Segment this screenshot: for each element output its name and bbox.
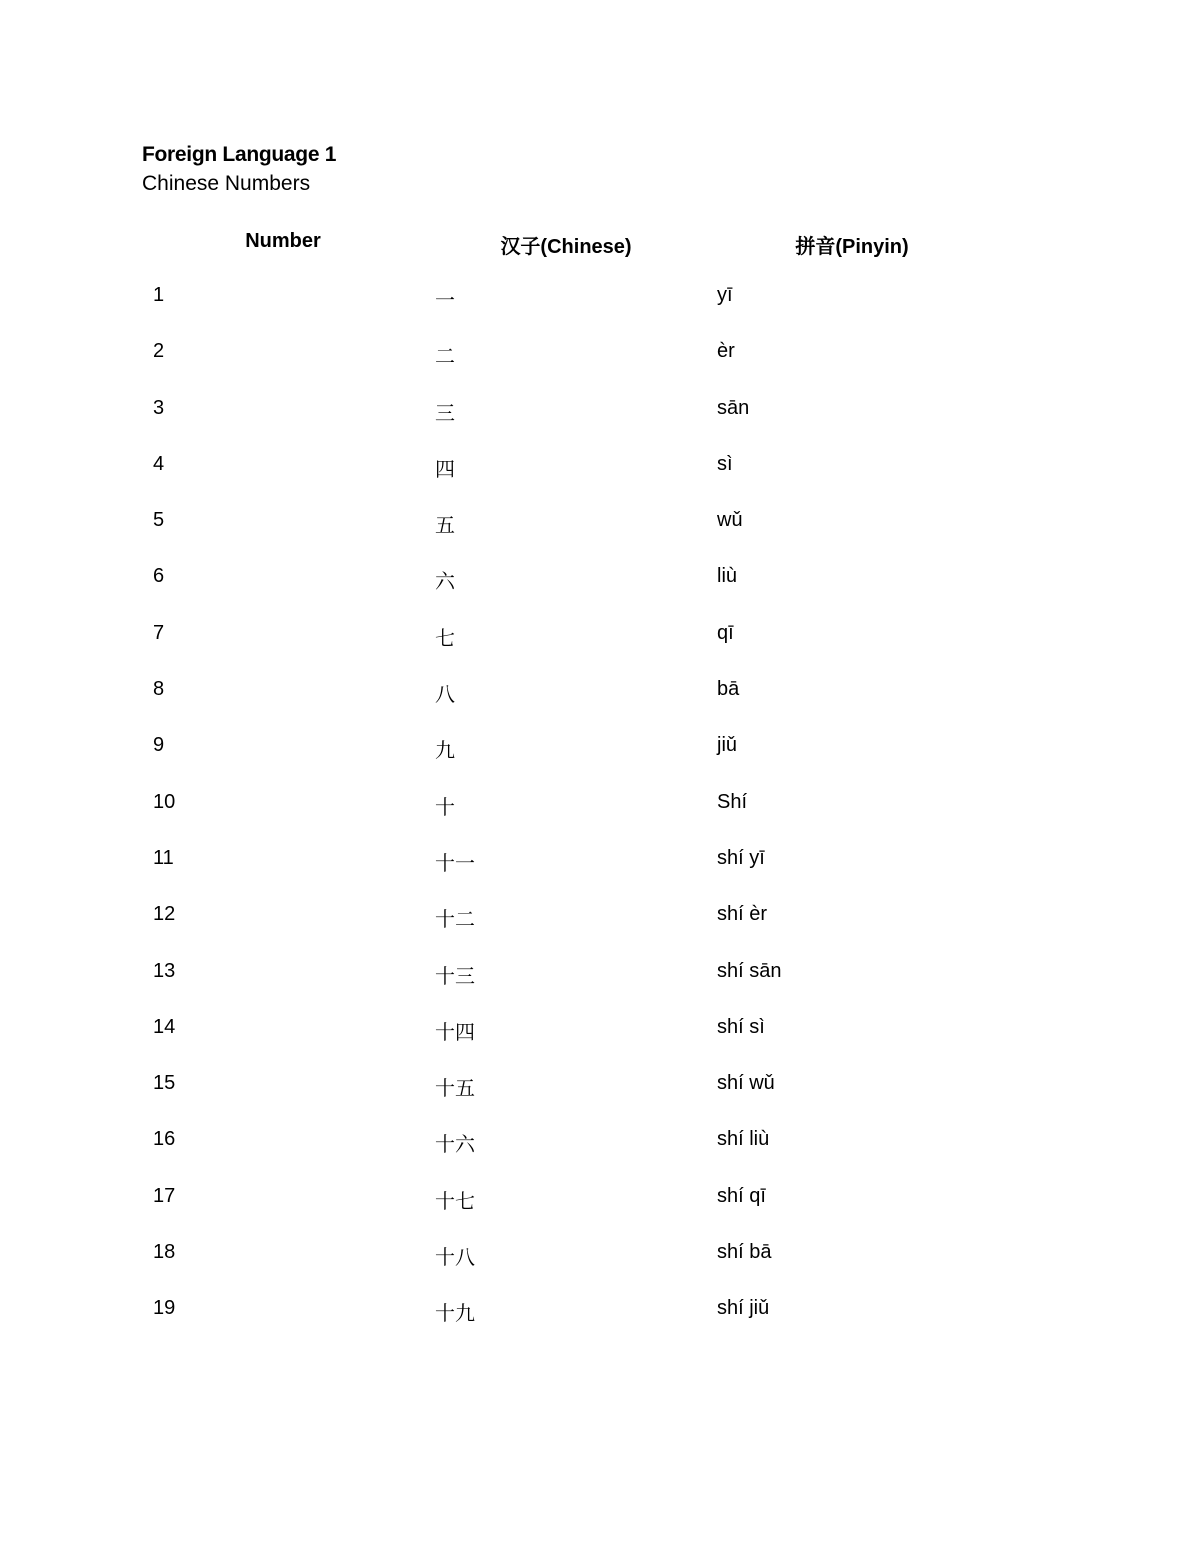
table-row (142, 1116, 1002, 1172)
cell-pinyin: shí jiǔ (717, 1297, 770, 1320)
cell-chinese: 十七 (435, 1188, 475, 1213)
table-row (142, 666, 1002, 722)
table-row (142, 891, 1002, 947)
cell-chinese: 四 (435, 456, 455, 481)
table-row (142, 497, 1002, 553)
table-row (142, 779, 1002, 835)
table-row (142, 835, 1002, 891)
cell-chinese: 二 (435, 344, 455, 369)
cell-pinyin: liù (717, 565, 738, 588)
cell-chinese: 十二 (435, 907, 475, 932)
table-body (142, 272, 1002, 1342)
header-pinyin: 拼音(Pinyin) (795, 236, 909, 258)
header-number: Number (245, 230, 321, 252)
cell-pinyin: sān (717, 396, 750, 419)
cell-chinese: 十三 (435, 963, 475, 988)
cell-chinese: 三 (435, 400, 455, 425)
cell-pinyin: Shí (717, 790, 748, 813)
table-row (142, 385, 1002, 441)
document-title: Foreign Language 1 (142, 143, 337, 166)
table-row (142, 441, 1002, 497)
cell-number: 1 (153, 284, 165, 306)
cell-number: 3 (153, 396, 165, 419)
cell-chinese: 一 (435, 288, 455, 312)
cell-pinyin: shí sān (717, 959, 782, 982)
cell-chinese: 八 (435, 682, 455, 707)
cell-number: 10 (153, 790, 176, 813)
cell-pinyin: shí liù (717, 1128, 770, 1151)
cell-number: 18 (153, 1241, 176, 1264)
table-row (142, 1285, 1002, 1341)
table-row (142, 328, 1002, 384)
cell-number: 8 (153, 678, 165, 701)
cell-pinyin: shí qī (717, 1184, 766, 1207)
cell-number: 4 (153, 452, 165, 475)
cell-number: 7 (153, 621, 165, 644)
cell-pinyin: shí yī (717, 846, 765, 869)
cell-chinese: 九 (435, 738, 455, 763)
cell-pinyin: wǔ (717, 509, 743, 532)
cell-pinyin: yī (717, 284, 733, 306)
table-row (142, 722, 1002, 778)
header-chinese: 汉子(Chinese) (500, 236, 632, 258)
cell-pinyin: bā (717, 678, 740, 701)
cell-chinese: 十六 (435, 1132, 475, 1157)
table-row (142, 948, 1002, 1004)
cell-number: 15 (153, 1072, 176, 1095)
cell-number: 16 (153, 1128, 176, 1151)
cell-chinese: 十 (435, 794, 455, 819)
cell-number: 17 (153, 1184, 176, 1207)
cell-chinese: 十四 (435, 1019, 475, 1044)
cell-number: 12 (153, 903, 176, 926)
cell-number: 19 (153, 1297, 176, 1320)
cell-chinese: 十八 (435, 1245, 475, 1270)
table-header-row (142, 214, 1002, 272)
table-row (142, 553, 1002, 609)
cell-chinese: 六 (435, 569, 455, 594)
cell-chinese: 十九 (435, 1301, 475, 1326)
cell-pinyin: jiǔ (717, 734, 738, 757)
cell-number: 6 (153, 565, 165, 588)
cell-pinyin: qī (717, 621, 734, 644)
cell-number: 13 (153, 959, 176, 982)
cell-number: 14 (153, 1015, 176, 1038)
cell-pinyin: shí èr (717, 903, 768, 926)
table-row (142, 272, 1002, 328)
cell-pinyin: shí wǔ (717, 1072, 775, 1095)
numbers-table (142, 214, 1002, 1342)
cell-number: 11 (153, 846, 174, 869)
table-row (142, 1173, 1002, 1229)
cell-pinyin: sì (717, 452, 733, 475)
document-subtitle: Chinese Numbers (142, 172, 311, 195)
cell-number: 2 (153, 340, 165, 363)
cell-chinese: 五 (435, 513, 455, 538)
cell-pinyin: èr (717, 340, 735, 363)
cell-chinese: 十五 (435, 1076, 475, 1101)
cell-chinese: 十一 (435, 850, 475, 875)
table-row (142, 1229, 1002, 1285)
cell-pinyin: shí bā (717, 1241, 772, 1264)
cell-pinyin: shí sì (717, 1015, 765, 1038)
table-row (142, 1060, 1002, 1116)
cell-number: 9 (153, 734, 165, 757)
cell-number: 5 (153, 509, 165, 532)
cell-chinese: 七 (435, 625, 455, 650)
table-row (142, 610, 1002, 666)
table-row (142, 1004, 1002, 1060)
